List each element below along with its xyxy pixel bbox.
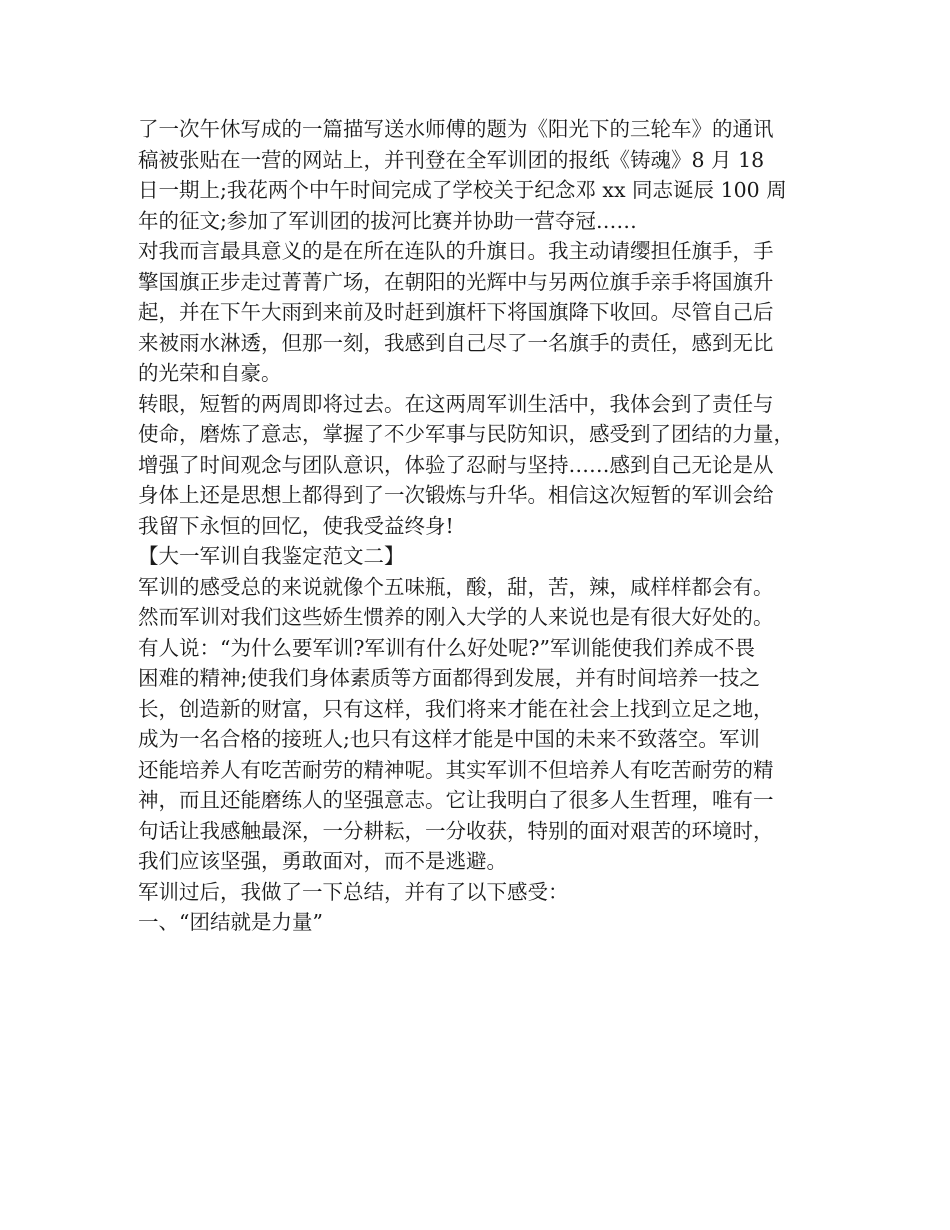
text-line: 了一次午休写成的一篇描写送水师傅的题为《阳光下的三轮车》的通讯 [138, 117, 774, 141]
text-line: 转眼，短暂的两周即将过去。在这两周军训生活中，我体会到了责任与 [138, 391, 774, 416]
text-line: 还能培养人有吃苦耐劳的精神呢。其实军训不但培养人有吃苦耐劳的精 [138, 757, 774, 782]
text-line: 军训的感受总的来说就像个五味瓶，酸，甜，苦，辣，咸样样都会有。 [138, 574, 774, 599]
section-heading: 【大一军训自我鉴定范文二】 [138, 544, 405, 568]
text-line: 成为一名合格的接班人;也只有这样才能是中国的未来不致落空。军训 [138, 727, 760, 751]
text-line: 身体上还是思想上都得到了一次锻炼与升华。相信这次短暂的军训会给 [138, 483, 774, 507]
document-body [138, 114, 826, 938]
list-heading: 一、“团结就是力量” [138, 910, 323, 934]
text-line: 神，而且还能磨练人的坚强意志。它让我明白了很多人生哲理，唯有一 [138, 788, 774, 812]
text-line: 年的征文;参加了军训团的拔河比赛并协助一营夺冠…… [138, 208, 637, 233]
text-line: 稿被张贴在一营的网站上，并刊登在全军训团的报纸《铸魂》8 月 18 [138, 147, 765, 172]
text-line: 起，并在下午大雨到来前及时赶到旗杆下将国旗降下收回。尽管自己后 [138, 300, 774, 324]
text-line: 对我而言最具意义的是在所在连队的升旗日。我主动请缨担任旗手，手 [138, 239, 774, 263]
text-line: 我们应该坚强，勇敢面对，而不是逃避。 [138, 849, 507, 873]
text-line: 使命，磨炼了意志，掌握了不少军事与民防知识，感受到了团结的力量， [138, 422, 794, 446]
text-line: 困难的精神;使我们身体素质等方面都得到发展，并有时间培养一技之 [138, 666, 760, 690]
text-line: 有人说：“为什么要军训?军训有什么好处呢?”军训能使我们养成不畏 [138, 635, 755, 660]
text-line: 长，创造新的财富，只有这样，我们将来才能在社会上找到立足之地， [138, 696, 774, 721]
text-line: 我留下永恒的回忆，使我受益终身! [138, 513, 454, 538]
text-line: 句话让我感触最深，一分耕耘，一分收获，特别的面对艰苦的环境时， [138, 818, 774, 843]
text-line: 军训过后，我做了一下总结，并有了以下感受： [138, 879, 569, 904]
text-line: 的光荣和自豪。 [138, 361, 282, 385]
text-line: 然而军训对我们这些娇生惯养的刚入大学的人来说也是有很大好处的。 [138, 605, 774, 629]
text-line: 日一期上;我花两个中午时间完成了学校关于纪念邓 xx 同志诞辰 100 周 [138, 178, 787, 202]
text-line: 增强了时间观念与团队意识，体验了忍耐与坚持……感到自己无论是从 [138, 452, 774, 477]
text-line: 擎国旗正步走过菁菁广场，在朝阳的光辉中与另两位旗手亲手将国旗升 [138, 269, 774, 294]
text-line: 来被雨水淋透，但那一刻，我感到自己尽了一名旗手的责任，感到无比 [138, 330, 774, 355]
